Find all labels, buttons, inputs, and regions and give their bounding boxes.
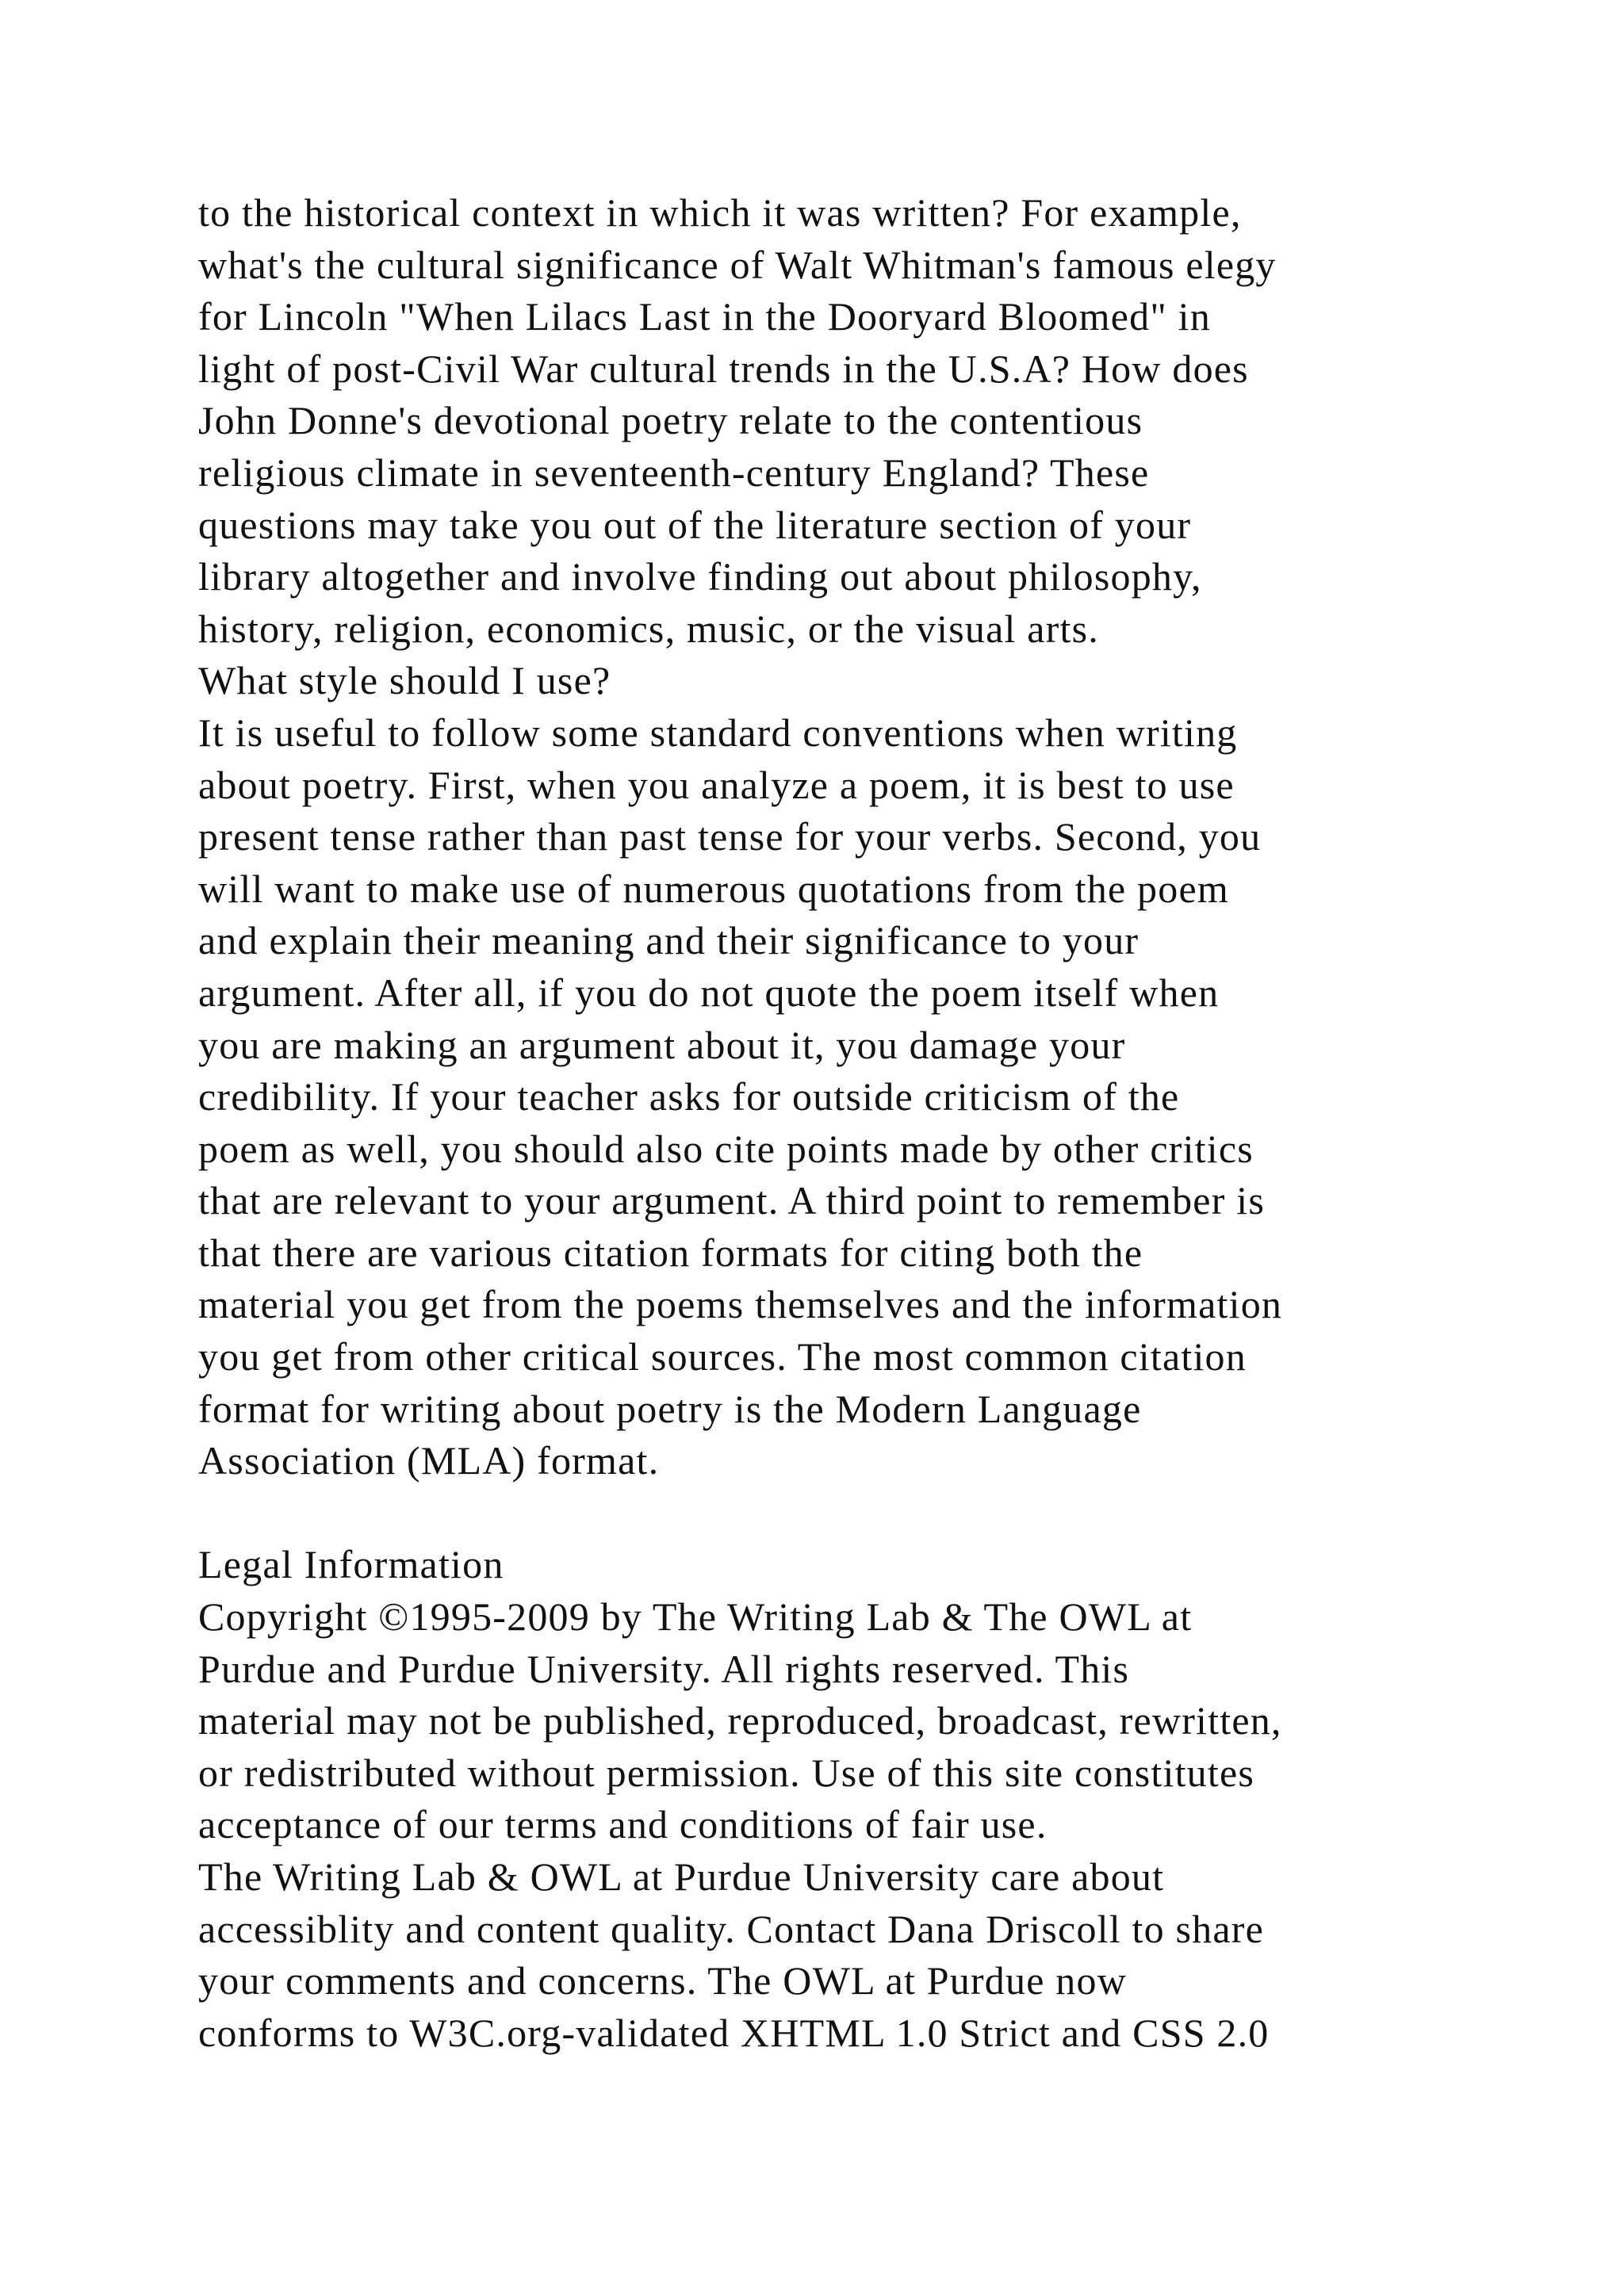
body-line: your comments and concerns. The OWL at Purdue now: [198, 1958, 1128, 2003]
body-line: history, religion, economics, music, or the visual arts.: [198, 606, 1099, 651]
body-line: credibility. If your teacher asks for outside criticism of the: [198, 1074, 1180, 1119]
body-line: argument. After all, if you do not quote the poem itself when: [198, 970, 1220, 1015]
body-line: religious climate in seventeenth-century England? These: [198, 450, 1150, 495]
body-line: material may not be published, reproduced, broadcast, rewritten,: [198, 1698, 1282, 1743]
body-line: light of post-Civil War cultural trends in the U.S.A? How does: [198, 346, 1249, 391]
body-line: or redistributed without permission. Use of this site constitutes: [198, 1750, 1255, 1795]
body-line: that are relevant to your argument. A third point to remember is: [198, 1178, 1265, 1223]
body-line: Copyright ©1995-2009 by The Writing Lab & The OWL at: [198, 1594, 1193, 1640]
body-line: John Donne's devotional poetry relate to the contentious: [198, 398, 1143, 443]
body-line: you are making an argument about it, you damage your: [198, 1022, 1126, 1067]
body-line: library altogether and involve finding out about philosophy,: [198, 554, 1202, 599]
body-line: Association (MLA) format.: [198, 1438, 660, 1483]
body-line: present tense rather than past tense for your verbs. Second, you: [198, 814, 1262, 859]
body-line: material you get from the poems themselves and the information: [198, 1282, 1283, 1327]
body-line: It is useful to follow some standard conventions when writing: [198, 710, 1238, 755]
body-line: to the historical context in which it was written? For example,: [198, 190, 1242, 235]
body-line: accessiblity and content quality. Contact Dana Driscoll to share: [198, 1906, 1265, 1951]
body-line: conforms to W3C.org-validated XHTML 1.0 Strict and CSS 2.0: [198, 2010, 1270, 2055]
section-heading: Legal Information: [198, 1542, 504, 1587]
body-line: format for writing about poetry is the Modern Language: [198, 1386, 1142, 1431]
body-line: for Lincoln "When Lilacs Last in the Dooryard Bloomed" in: [198, 294, 1211, 339]
body-line: and explain their meaning and their significance to your: [198, 918, 1139, 963]
body-line: The Writing Lab & OWL at Purdue University care about: [198, 1854, 1165, 1899]
body-line: acceptance of our terms and conditions of fair use.: [198, 1802, 1048, 1847]
body-line: you get from other critical sources. The most common citation: [198, 1334, 1247, 1380]
body-line: about poetry. First, when you analyze a poem, it is best to use: [198, 762, 1235, 807]
section-heading: What style should I use?: [198, 658, 611, 703]
document-body: [198, 187, 1499, 2059]
body-line: what's the cultural significance of Walt Whitman's famous elegy: [198, 242, 1277, 287]
body-line: poem as well, you should also cite points made by other critics: [198, 1126, 1254, 1171]
body-line: will want to make use of numerous quotations from the poem: [198, 866, 1229, 911]
blank-line: [198, 1487, 1499, 1540]
body-line: Purdue and Purdue University. All rights reserved. This: [198, 1646, 1130, 1691]
body-line: that there are various citation formats for citing both the: [198, 1230, 1143, 1275]
body-line: questions may take you out of the literature section of your: [198, 502, 1192, 547]
